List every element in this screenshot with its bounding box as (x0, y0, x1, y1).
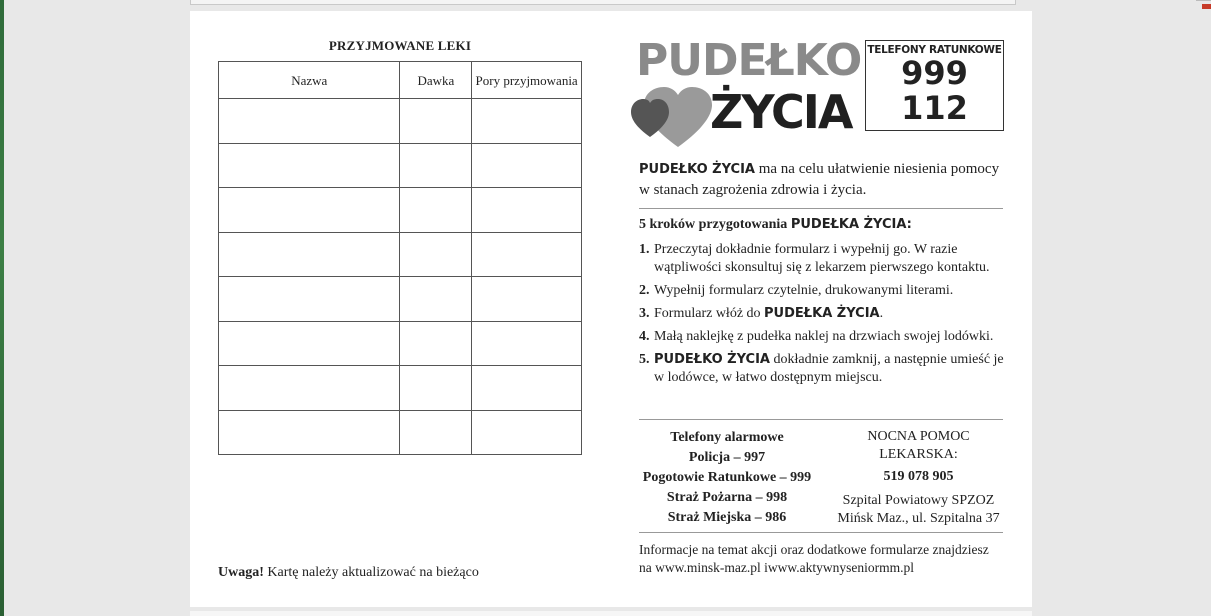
table-cell[interactable] (219, 321, 400, 366)
table-cell[interactable] (400, 143, 472, 188)
table-cell[interactable] (400, 366, 472, 411)
step-3-prefix: Formularz włóż do (654, 306, 765, 321)
alarm-title: Telefony alarmowe (670, 430, 784, 445)
alarm-police: Policja – 997 (688, 450, 766, 465)
step-3 (639, 305, 1011, 323)
step-text: Wypełnij formularz czytelnie, drukowanymi literami. (654, 283, 954, 298)
table-cell[interactable] (219, 410, 400, 455)
table-cell[interactable] (472, 188, 582, 233)
table-row (219, 99, 582, 144)
table-cell[interactable] (219, 188, 400, 233)
table-cell[interactable] (472, 99, 582, 144)
table-cell[interactable] (219, 99, 400, 144)
night-help-title-2: LEKARSKA: (879, 447, 958, 462)
step-1 (639, 241, 1011, 277)
info-line-1: Informacje na temat akcji oraz dodatkowe formularze znajdziesz (639, 542, 989, 557)
steps-title (639, 217, 912, 233)
step-3-suffix: . (879, 306, 884, 321)
table-cell[interactable] (400, 321, 472, 366)
step-number: 5. (639, 352, 650, 367)
step-4 (639, 328, 1011, 346)
night-help-hospital: Szpital Powiatowy SPZOZ (842, 493, 995, 508)
meds-table-body (219, 99, 582, 455)
header-times: Pory przyjmowania (472, 62, 582, 99)
meds-table (218, 61, 582, 455)
alarm-ambulance: Pogotowie Ratunkowe – 999 (642, 470, 812, 485)
intro-text: ma na celu ułatwienie niesienia pomocy w stanach zagrożenia zdrowia i życia. (639, 161, 1000, 198)
table-row (219, 366, 582, 411)
heart-icon (630, 87, 716, 149)
steps-list (639, 241, 1011, 392)
table-cell[interactable] (472, 277, 582, 322)
table-cell[interactable] (219, 232, 400, 277)
table-row (219, 232, 582, 277)
step-number: 1. (639, 242, 650, 257)
table-cell[interactable] (400, 410, 472, 455)
divider (639, 419, 1003, 420)
emergency-number-999: 999 (901, 54, 968, 92)
next-page-edge (190, 611, 1032, 616)
table-cell[interactable] (472, 321, 582, 366)
step-3-brand: PUDEŁKA ŻYCIA (764, 306, 880, 321)
table-cell[interactable] (472, 143, 582, 188)
corner-marker (1202, 4, 1211, 9)
previous-page-edge (190, 0, 1016, 5)
update-note (218, 565, 479, 581)
note-text: Kartę należy aktualizować na bieżąco (263, 565, 479, 580)
table-cell[interactable] (472, 366, 582, 411)
meds-header-row (219, 62, 582, 99)
logo-word-zycia: ŻYCIA (710, 85, 852, 139)
info-text (639, 541, 1011, 577)
step-number: 3. (639, 306, 650, 321)
table-cell[interactable] (219, 143, 400, 188)
table-cell[interactable] (400, 277, 472, 322)
alarm-phones (635, 428, 819, 528)
info-line-2: na www.minsk-maz.pl iwww.aktywnyseniormm.pl (639, 560, 914, 575)
divider (639, 532, 1003, 533)
meds-title: PRZYJMOWANE LEKI (328, 38, 472, 53)
emergency-phones-box (865, 40, 1004, 131)
table-cell[interactable] (400, 99, 472, 144)
steps-title-prefix: 5 kroków przygotowania (639, 217, 791, 232)
window-edge (0, 0, 4, 616)
header-dose: Dawka (400, 62, 472, 99)
step-text: Przeczytaj dokładnie formularz i wypełnij go. W razie wątpliwości skonsultuj się z lekarzem pierwszego kontaktu. (654, 242, 990, 275)
table-cell[interactable] (400, 188, 472, 233)
emergency-number-112: 112 (901, 89, 968, 127)
step-text: Małą naklejkę z pudełka naklej na drzwiach swojej lodówki. (654, 329, 994, 344)
table-row (219, 410, 582, 455)
night-help-title-1: NOCNA POMOC (867, 429, 970, 444)
frame-line (1196, 0, 1211, 1)
table-row (219, 188, 582, 233)
intro-brand: PUDEŁKO ŻYCIA (639, 162, 755, 177)
table-row (219, 143, 582, 188)
step-5-text: dokładnie zamknij, a następnie umieść je w lodówce, w łatwo dostępnym miejscu. (654, 352, 1004, 385)
alarm-city-guard: Straż Miejska – 986 (667, 510, 787, 525)
table-cell[interactable] (472, 410, 582, 455)
header-name: Nazwa (219, 62, 400, 99)
night-help (831, 428, 1006, 528)
steps-title-brand: PUDEŁKA ŻYCIA: (790, 217, 912, 232)
note-bold: Uwaga! (218, 565, 264, 580)
step-text (654, 305, 1011, 323)
night-help-phone: 519 078 905 (883, 469, 954, 484)
logo (630, 35, 862, 145)
intro-paragraph (639, 159, 1009, 200)
table-cell[interactable] (400, 232, 472, 277)
table-row (219, 321, 582, 366)
step-number: 4. (639, 329, 650, 344)
step-5-brand: PUDEŁKO ŻYCIA (654, 352, 770, 367)
step-text (654, 351, 1011, 387)
alarm-fire: Straż Pożarna – 998 (666, 490, 788, 505)
step-number: 2. (639, 283, 650, 298)
step-5 (639, 351, 1011, 387)
night-help-address: Mińsk Maz., ul. Szpitalna 37 (837, 511, 1000, 526)
table-row (219, 277, 582, 322)
divider (639, 208, 1003, 209)
table-cell[interactable] (219, 277, 400, 322)
document-page (190, 11, 1032, 607)
table-cell[interactable] (472, 232, 582, 277)
emergency-label: TELEFONY RATUNKOWE (867, 44, 1002, 56)
step-2 (639, 282, 1011, 300)
table-cell[interactable] (219, 366, 400, 411)
logo-word-pudelko: PUDEŁKO (636, 35, 862, 86)
